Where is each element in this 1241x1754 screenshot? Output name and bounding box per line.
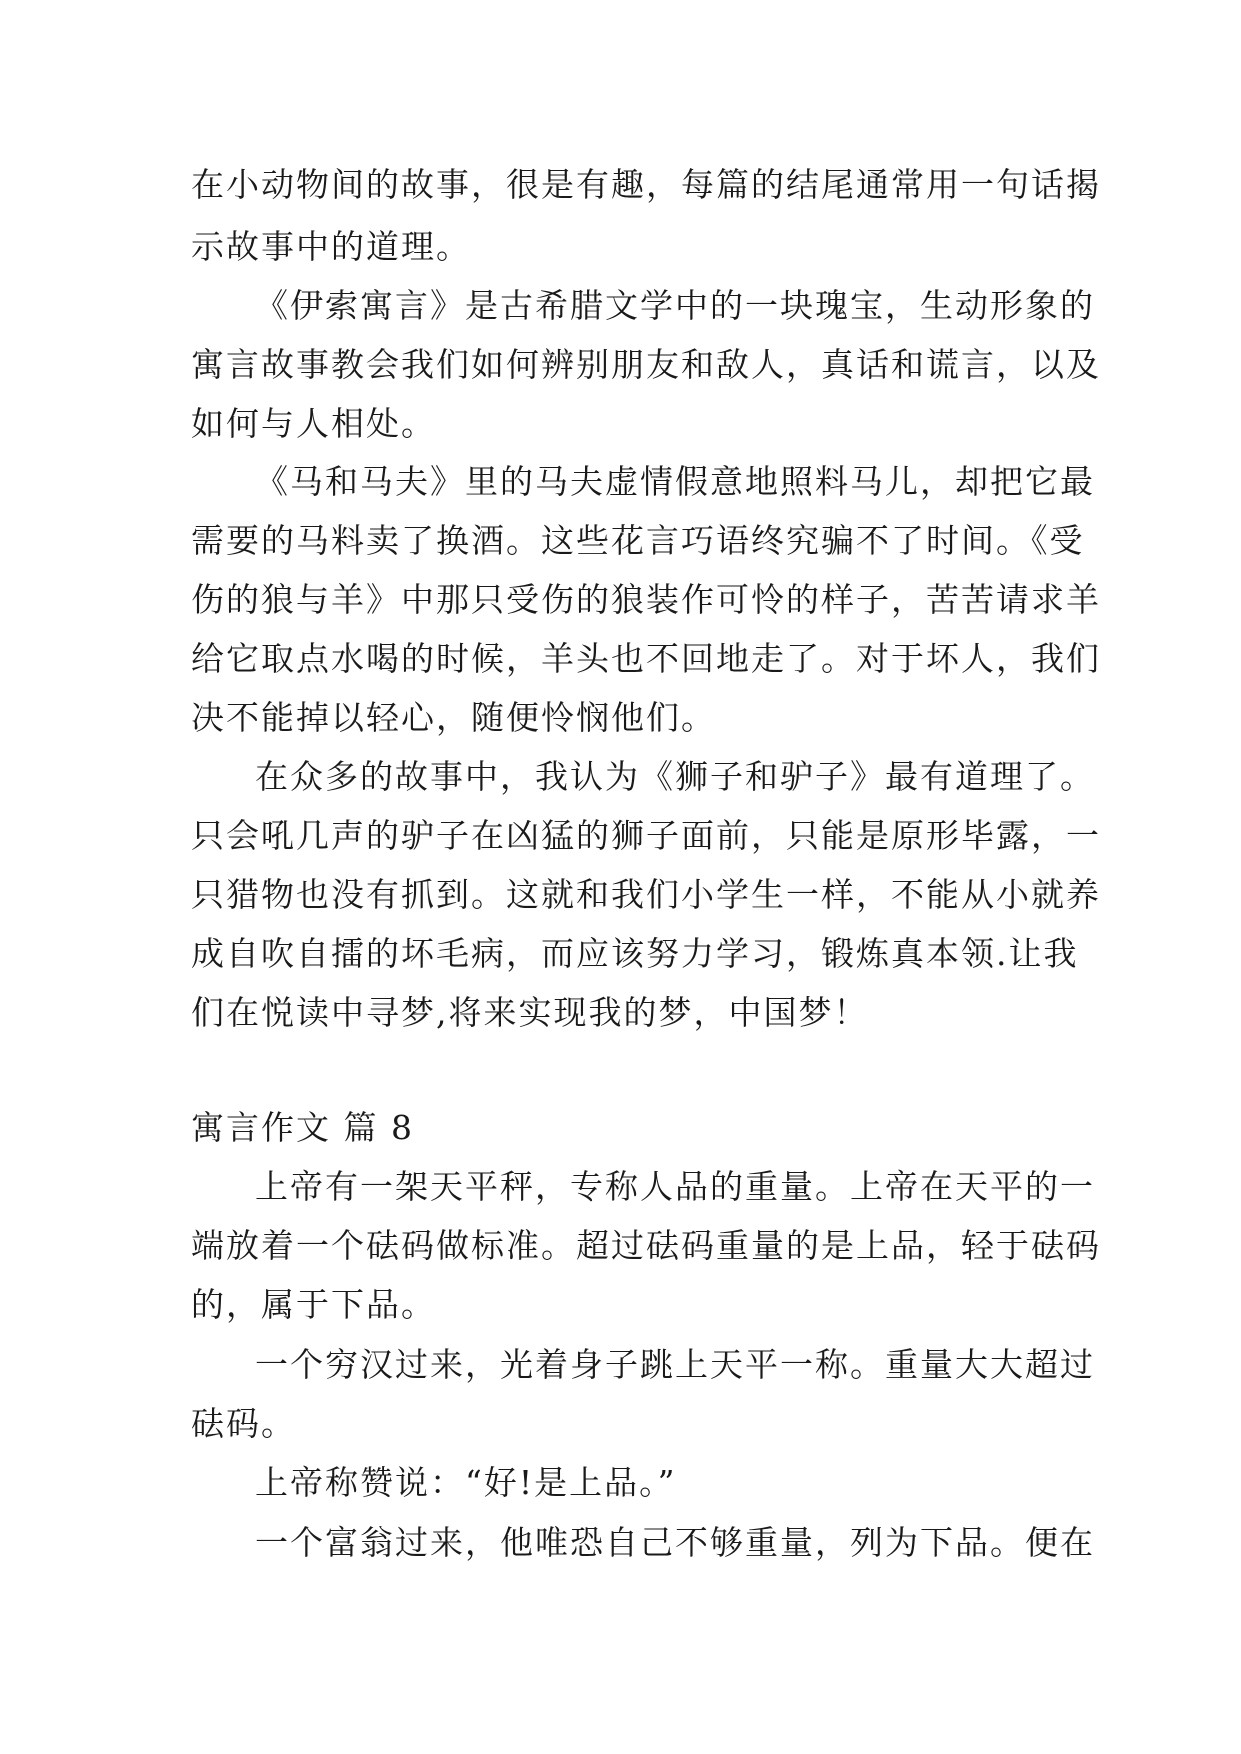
text-line: 上帝有一架天平秤，专称人品的重量。上帝在天平的一 [255, 1167, 1095, 1206]
text-line: 成自吹自擂的坏毛病，而应该努力学习，锻炼真本领.让我 [191, 934, 1079, 973]
text-line: 给它取点水喝的时候，羊头也不回地走了。对于坏人，我们 [191, 639, 1101, 678]
text-line: 示故事中的道理。 [191, 227, 471, 266]
text-line: 在小动物间的故事，很是有趣，每篇的结尾通常用一句话揭 [191, 165, 1101, 204]
text-line: 砝码。 [191, 1404, 296, 1443]
text-line: 只会吼几声的驴子在凶猛的狮子面前，只能是原形毕露，一 [191, 816, 1101, 855]
text-line: 需要的马料卖了换酒。这些花言巧语终究骗不了时间。《受 [191, 521, 1085, 560]
text-line: 端放着一个砝码做标准。超过砝码重量的是上品，轻于砝码 [191, 1226, 1101, 1265]
text-line: 们在悦读中寻梦,将来实现我的梦，中国梦！ [191, 993, 869, 1032]
section-heading: 寓言作文 篇 8 [191, 1108, 414, 1147]
text-line: 如何与人相处。 [191, 404, 436, 443]
text-line: 寓言故事教会我们如何辨别朋友和敌人，真话和谎言，以及 [191, 345, 1101, 384]
text-line: 上帝称赞说：“好!是上品。” [255, 1463, 677, 1502]
text-line: 一个富翁过来，他唯恐自己不够重量，列为下品。便在 [255, 1523, 1095, 1562]
text-line: 《伊索寓言》是古希腊文学中的一块瑰宝，生动形象的 [255, 286, 1095, 325]
text-line: 在众多的故事中，我认为《狮子和驴子》最有道理了。 [255, 757, 1095, 796]
text-line: 的，属于下品。 [191, 1285, 436, 1324]
text-line: 伤的狼与羊》中那只受伤的狼装作可怜的样子，苦苦请求羊 [191, 580, 1101, 619]
text-line: 只猎物也没有抓到。这就和我们小学生一样，不能从小就养 [191, 875, 1101, 914]
text-line: 《马和马夫》里的马夫虚情假意地照料马儿，却把它最 [255, 462, 1095, 501]
text-line: 决不能掉以轻心，随便怜悯他们。 [191, 698, 716, 737]
text-line: 一个穷汉过来，光着身子跳上天平一称。重量大大超过 [255, 1345, 1095, 1384]
